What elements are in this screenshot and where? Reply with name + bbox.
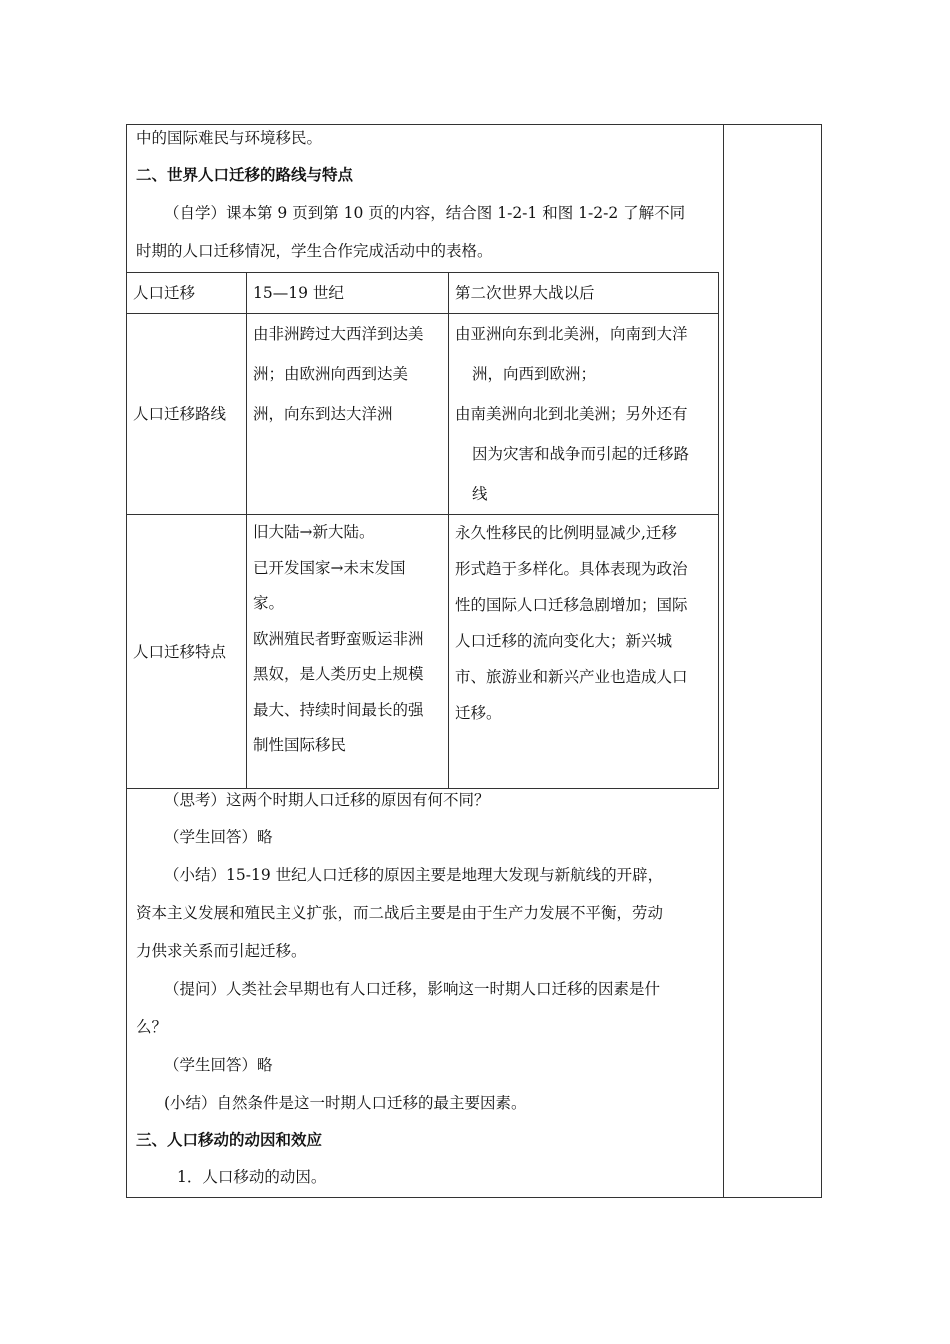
header-postwar: 第二次世界大战以后: [449, 273, 719, 314]
feature-c1-line5: 黑奴，是人类历史上规模: [253, 665, 424, 683]
table-row-route: [127, 314, 719, 515]
feature-c2-line1: 永久性移民的比例明显减少,迁移: [455, 524, 677, 542]
summary1-line3: 力供求关系而引起迁移。: [136, 942, 307, 960]
notes-column-divider: [723, 124, 724, 1198]
summary1-line1: （小结）15-19 世纪人口迁移的原因主要是地理大发现与新航线的开辟，: [164, 866, 664, 884]
table-header-row: [127, 273, 719, 314]
route-c1-line1: 由非洲跨过大西洋到达美: [253, 325, 424, 343]
feature-c1-line2: 已开发国家→未末发国: [253, 558, 406, 577]
table-row-feature: [127, 515, 719, 789]
route-c2b-line1: 由南美洲向北到北美洲；另外还有: [455, 405, 688, 423]
intro-tail: 中的国际难民与环境移民。: [136, 129, 323, 147]
migration-table: [126, 272, 719, 789]
route-label: 人口迁移路线: [127, 314, 247, 515]
feature-c2-line5: 市、旅游业和新兴产业也造成人口: [455, 668, 688, 686]
think-question: （思考）这两个时期人口迁移的原因有何不同？: [164, 791, 490, 809]
feature-postwar: [449, 515, 719, 789]
self-study-line2: 时期的人口迁移情况，学生合作完成活动中的表格。: [136, 242, 493, 260]
self-study-line1: （自学）课本第 9 页到第 10 页的内容，结合图 1-2-1 和图 1-2-2 了解不同: [164, 204, 686, 222]
student-answer-2: （学生回答）略: [164, 1056, 273, 1074]
feature-15-19: [247, 515, 449, 789]
route-c2a-line1: 由亚洲向东到北美洲，向南到大洋: [455, 325, 688, 343]
question-line1: （提问）人类社会早期也有人口迁移，影响这一时期人口迁移的因素是什: [164, 980, 661, 998]
summary2: (小结）自然条件是这一时期人口迁移的最主要因素。: [164, 1094, 527, 1112]
student-answer-1: （学生回答）略: [164, 828, 273, 846]
feature-c1-line6: 最大、持续时间最长的强: [253, 700, 424, 719]
section3-title: 三、人口移动的动因和效应: [136, 1130, 323, 1149]
route-c1-line2: 洲；由欧洲向西到达美: [253, 365, 409, 383]
header-15-19: 15—19 世纪: [247, 273, 449, 314]
feature-c1-line3: 家。: [253, 594, 285, 612]
section2-title: 二、世界人口迁移的路线与特点: [136, 165, 354, 184]
route-c1-line3: 洲，向东到达大洋洲: [253, 405, 393, 423]
feature-c2-line3: 性的国际人口迁移急剧增加；国际: [455, 596, 688, 614]
feature-label: 人口迁移特点: [127, 515, 247, 789]
route-15-19: [247, 314, 449, 515]
feature-c1-line7: 制性国际移民: [253, 736, 347, 754]
route-c2b-line2: 因为灾害和战争而引起的迁移路: [472, 445, 690, 463]
header-migration: 人口迁移: [127, 273, 247, 314]
feature-c1-line1: 旧大陆→新大陆。: [253, 523, 375, 541]
route-postwar: [449, 314, 719, 515]
feature-c2-line2: 形式趋于多样化。具体表现为政治: [455, 560, 688, 578]
feature-c2-line6: 迁移。: [455, 704, 502, 722]
route-c2b-line3: 线: [472, 485, 488, 503]
summary1-line2: 资本主义发展和殖民主义扩张，而二战后主要是由于生产力发展不平衡，劳动: [136, 904, 664, 922]
item1: 1．人口移动的动因。: [177, 1168, 327, 1186]
route-c2a-line2: 洲，向西到欧洲；: [472, 365, 597, 383]
feature-c1-line4: 欧洲殖民者野蛮贩运非洲: [253, 629, 424, 648]
feature-c2-line4: 人口迁移的流向变化大；新兴城: [455, 632, 673, 650]
question-line2: 么？: [136, 1018, 168, 1036]
